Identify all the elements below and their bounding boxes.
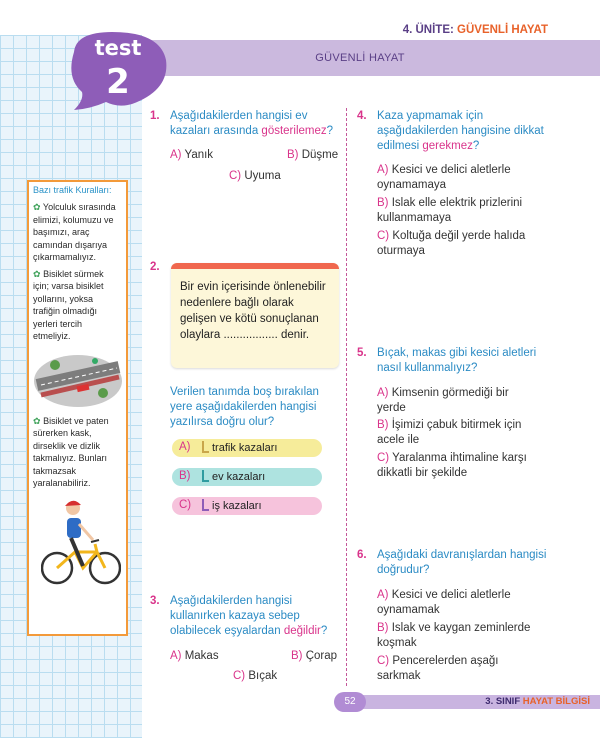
- q3-option-c[interactable]: C) Bıçak: [233, 670, 278, 682]
- q4-option-b[interactable]: B) Islak elle elektrik prizlerini kullanmamaya: [377, 197, 523, 224]
- question-5: 5. Bıçak, makas gibi kesici aletleri nasıl kullanmalıyız?: [357, 347, 537, 374]
- question-3: 3. Aşağıdakilerden hangisi kullanırken kazaya sebep olabilecek eşyalardan değildir?: [150, 595, 328, 637]
- road-illustration: [33, 347, 123, 411]
- badge-number: 2: [106, 62, 130, 102]
- q6-option-a[interactable]: A) Kesici ve delici aletlerle oynamamak: [377, 589, 511, 616]
- gear-icon: ✿: [33, 415, 41, 426]
- section-title: GÜVENLİ HAYAT: [315, 52, 405, 64]
- definition-text: Bir evin içerisinde önlenebilir nedenlere bağlı olarak gelişen ve kötü sonuçlanan olaylara ................. denir.: [180, 281, 326, 341]
- badge-word: test: [94, 36, 142, 60]
- q6-option-c[interactable]: C) Pencerelerden aşağı sarkmak: [377, 655, 499, 682]
- q3-option-a[interactable]: A) Makas: [170, 650, 219, 662]
- question-1: 1. Aşağıdakilerden hangisi ev kazaları arasında gösterilemez?: [150, 110, 334, 137]
- question-2: Verilen tanımda boş bırakılan yere aşağıdakilerden hangisi yazılırsa doğru olur?: [170, 386, 319, 428]
- rule-2: ✿ Bisiklet sürmek için; varsa bisiklet yollarını, yoksa trafiğin olmadığı yerleri tercih etmeliyiz.: [33, 268, 104, 341]
- q1-option-b[interactable]: B) Düşme: [287, 149, 339, 161]
- q4-option-a[interactable]: A) Kesici ve delici aletlerle oynamamaya: [377, 164, 511, 191]
- q1-option-c[interactable]: C) Uyuma: [229, 170, 281, 182]
- unit-title: 4. ÜNİTE: GÜVENLİ HAYAT: [402, 24, 548, 36]
- cyclist-illustration: [41, 496, 121, 588]
- q1-option-a[interactable]: A) Yanık: [170, 149, 214, 161]
- q6-option-b[interactable]: B) Islak ve kaygan zeminlerde koşmak: [377, 622, 531, 649]
- definition-box: [171, 263, 339, 368]
- gear-icon: ✿: [33, 268, 41, 279]
- column-divider: [346, 108, 347, 686]
- traffic-rules-box: [27, 180, 128, 636]
- q5-option-b[interactable]: B) İşimizi çabuk bitirmek için acele ile: [377, 419, 522, 446]
- q5-option-c[interactable]: C) Yaralanma ihtimaline karşı dikkatli bir şekilde: [377, 452, 527, 479]
- rule-3: ✿ Bisiklet ve paten sürerken kask, dirseklik ve dizlik takmalıyız. Bunları takmazsak yaralanabiliriz.: [33, 415, 109, 488]
- q2-option-c[interactable]: C) iş kazaları: [172, 497, 322, 515]
- rule-1: ✿ Yolculuk sırasında elimizi, kolumuzu ve başımızı, araç camından dışarıya çıkarmamalıyız.: [33, 202, 116, 262]
- q5-option-a[interactable]: A) Kimsenin görmediği bir yerde: [377, 387, 509, 414]
- question-4: 4. Kaza yapmamak için aşağıdakilerden hangisine dikkat edilmesi gerekmez?: [357, 110, 544, 152]
- q4-option-c[interactable]: C) Koltuğa değil yerde halıda oturmaya: [377, 230, 526, 257]
- footer-label: 3. SINIF HAYAT BİLGİSİ: [485, 696, 590, 707]
- gear-icon: ✿: [33, 202, 41, 212]
- q3-option-b[interactable]: B) Çorap: [291, 650, 338, 662]
- question-6: 6. Aşağıdaki davranışlardan hangisi doğrudur?: [357, 549, 547, 576]
- page-number: 52: [334, 692, 366, 712]
- q2-option-a[interactable]: A) trafik kazaları: [172, 439, 322, 457]
- q2-option-b[interactable]: B) ev kazaları: [172, 468, 322, 486]
- sidebar-title: Bazı trafik Kuralları:: [33, 185, 112, 195]
